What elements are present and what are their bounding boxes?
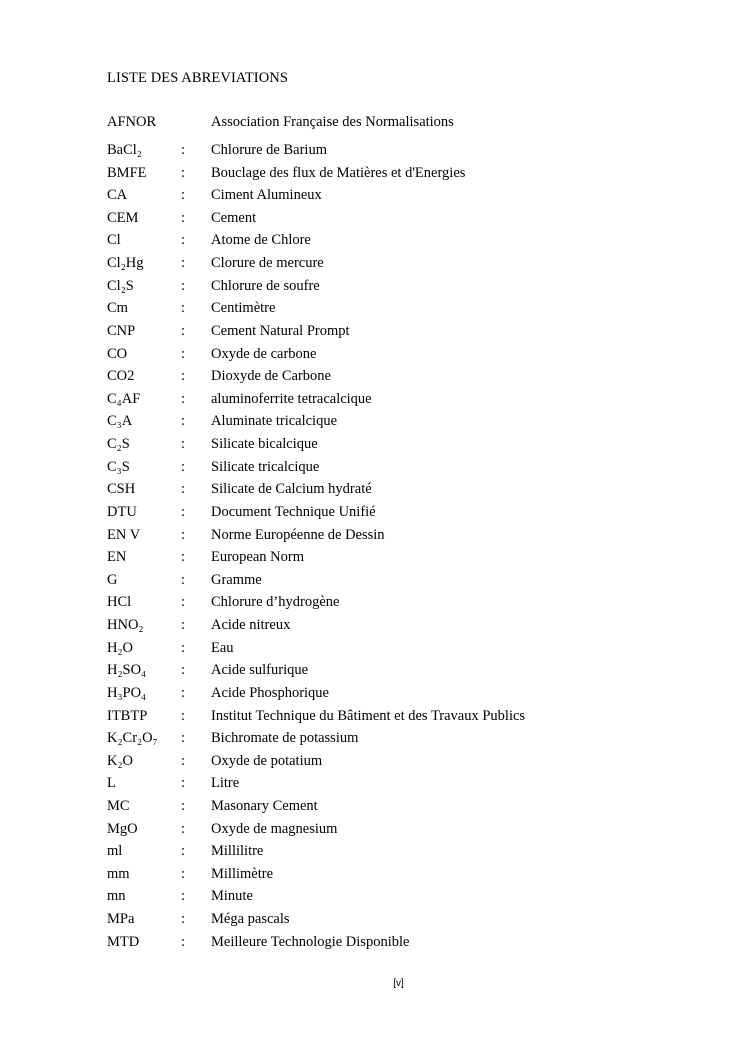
abbreviation-term: H₂SO₄	[107, 662, 147, 679]
abbreviation-term: Cl₂S	[107, 277, 134, 294]
abbreviation-row	[0, 527, 745, 549]
abbreviation-separator: :	[181, 639, 186, 656]
abbreviation-row	[0, 798, 745, 820]
abbreviation-meaning: Dioxyde de Carbone	[211, 368, 331, 385]
abbreviation-meaning: Silicate bicalcique	[211, 436, 318, 453]
abbreviation-separator: :	[181, 322, 186, 339]
abbreviation-term: C₃S	[107, 458, 130, 475]
abbreviation-meaning: Chlorure de Barium	[211, 142, 327, 158]
abbreviation-term: HCl	[107, 594, 132, 611]
abbreviation-row	[0, 934, 745, 956]
abbreviation-meaning: Eau	[211, 639, 234, 656]
abbreviation-separator: :	[181, 526, 186, 543]
abbreviation-term: MgO	[107, 820, 138, 837]
abbreviation-separator: :	[181, 345, 186, 362]
abbreviation-meaning: Méga pascals	[211, 911, 290, 928]
abbreviation-term: EN V	[107, 526, 141, 543]
abbreviation-meaning: aluminoferrite tetracalcique	[211, 390, 372, 407]
abbreviation-meaning: Meilleure Technologie Disponible	[211, 933, 410, 950]
abbreviation-row	[0, 640, 745, 662]
abbreviation-separator: :	[181, 368, 186, 385]
abbreviation-separator: :	[181, 775, 186, 792]
abbreviation-row	[0, 753, 745, 775]
abbreviation-row	[0, 391, 745, 413]
abbreviation-row	[0, 187, 745, 209]
abbreviation-meaning: Millimètre	[211, 865, 274, 882]
abbreviation-term: mn	[107, 888, 126, 905]
abbreviation-row	[0, 436, 745, 458]
abbreviation-row	[0, 662, 745, 684]
abbreviation-meaning: Litre	[211, 775, 240, 792]
abbreviation-meaning: Minute	[211, 888, 253, 905]
abbreviation-meaning: Institut Technique du Bâtiment et des Travaux Publics	[211, 707, 526, 724]
abbreviation-meaning: Bouclage des flux de Matières et d'Energies	[211, 164, 466, 181]
abbreviation-term: H₂O	[107, 639, 133, 656]
abbreviation-separator: :	[181, 571, 186, 588]
abbreviation-row	[0, 278, 745, 300]
abbreviation-row	[0, 114, 745, 136]
abbreviation-separator: :	[181, 503, 186, 520]
abbreviation-term: CEM	[107, 209, 139, 226]
abbreviation-separator: :	[181, 888, 186, 905]
abbreviation-separator: :	[181, 684, 186, 701]
abbreviation-meaning: European Norm	[211, 549, 305, 566]
abbreviation-meaning: Clorure de mercure	[211, 255, 324, 272]
abbreviation-separator: :	[181, 277, 186, 294]
abbreviation-separator: :	[181, 255, 186, 272]
abbreviation-separator: :	[181, 730, 186, 747]
abbreviation-separator: :	[181, 594, 186, 611]
abbreviation-meaning: Chlorure d’hydrogène	[211, 594, 340, 611]
abbreviation-meaning: Cement Natural Prompt	[211, 322, 350, 339]
abbreviation-separator: :	[181, 458, 186, 475]
abbreviation-term: Cl	[107, 232, 121, 249]
abbreviation-row	[0, 730, 745, 752]
abbreviation-term: CSH	[107, 481, 136, 498]
abbreviation-separator: :	[181, 820, 186, 837]
abbreviation-term: CA	[107, 187, 128, 204]
abbreviation-meaning: Millilitre	[211, 843, 264, 860]
abbreviation-term: C₃A	[107, 413, 133, 430]
abbreviation-separator: :	[181, 752, 186, 769]
abbreviation-term: G	[107, 571, 118, 588]
abbreviation-term: C₂S	[107, 436, 130, 453]
abbreviation-row	[0, 481, 745, 503]
abbreviation-separator: :	[181, 481, 186, 498]
abbreviation-separator: :	[181, 390, 186, 407]
abbreviation-meaning: Gramme	[211, 571, 262, 588]
abbreviation-term: BaCl₂	[107, 142, 142, 158]
abbreviation-meaning: Ciment Alumineux	[211, 187, 322, 204]
abbreviation-term: H₃PO₄	[107, 684, 147, 701]
abbreviation-separator: :	[181, 164, 186, 181]
abbreviation-meaning: Cement	[211, 209, 257, 226]
abbreviation-term: MC	[107, 797, 130, 814]
abbreviation-separator: :	[181, 707, 186, 724]
abbreviation-term: EN	[107, 549, 127, 566]
abbreviation-term: Cl₂Hg	[107, 255, 144, 272]
abbreviation-meaning: Oxyde de magnesium	[211, 820, 338, 837]
abbreviation-separator: :	[181, 413, 186, 430]
abbreviation-term: MTD	[107, 933, 140, 950]
abbreviation-meaning: Association Française des Normalisations	[211, 114, 454, 130]
abbreviation-row	[0, 300, 745, 322]
abbreviation-meaning: Document Technique Unifié	[211, 503, 376, 520]
abbreviation-row	[0, 866, 745, 888]
abbreviation-row	[0, 323, 745, 345]
abbreviation-row	[0, 232, 745, 254]
abbreviation-row	[0, 549, 745, 571]
page-number: [v]	[393, 978, 404, 989]
abbreviation-row	[0, 708, 745, 730]
abbreviation-row	[0, 821, 745, 843]
abbreviation-separator: :	[181, 865, 186, 882]
abbreviation-separator: :	[181, 549, 186, 566]
abbreviation-term: K₂O	[107, 752, 133, 769]
abbreviation-row	[0, 685, 745, 707]
abbreviation-meaning: Atome de Chlore	[211, 232, 311, 249]
abbreviation-term: C₄AF	[107, 390, 141, 407]
abbreviation-separator: :	[181, 436, 186, 453]
abbreviation-separator: :	[181, 142, 186, 158]
abbreviation-separator: :	[181, 300, 186, 317]
abbreviation-row	[0, 210, 745, 232]
abbreviation-meaning: Norme Européenne de Dessin	[211, 526, 385, 543]
abbreviation-term: ITBTP	[107, 707, 148, 724]
abbreviation-term: L	[107, 775, 116, 792]
abbreviation-row	[0, 504, 745, 526]
abbreviation-row	[0, 572, 745, 594]
abbreviation-term: MPa	[107, 911, 135, 928]
abbreviation-meaning: Masonary Cement	[211, 797, 318, 814]
abbreviation-meaning: Oxyde de carbone	[211, 345, 317, 362]
abbreviation-row	[0, 617, 745, 639]
abbreviation-term: AFNOR	[107, 114, 157, 130]
abbreviation-separator: :	[181, 911, 186, 928]
abbreviation-meaning: Aluminate tricalcique	[211, 413, 338, 430]
abbreviation-row	[0, 888, 745, 910]
abbreviation-term: DTU	[107, 503, 137, 520]
abbreviation-separator: :	[181, 617, 186, 634]
abbreviation-row	[0, 459, 745, 481]
abbreviation-term: ml	[107, 843, 123, 860]
abbreviation-meaning: Oxyde de potatium	[211, 752, 323, 769]
page-title: LISTE DES ABREVIATIONS	[107, 70, 289, 86]
abbreviation-term: HNO₂	[107, 617, 144, 634]
abbreviation-term: CO2	[107, 368, 135, 385]
abbreviation-row	[0, 346, 745, 368]
abbreviation-meaning: Silicate tricalcique	[211, 458, 320, 475]
abbreviation-term: K₂Cr₂O₇	[107, 730, 158, 747]
abbreviation-separator: :	[181, 209, 186, 226]
abbreviation-row	[0, 843, 745, 865]
abbreviation-meaning: Centimètre	[211, 300, 276, 317]
abbreviation-separator: :	[181, 797, 186, 814]
abbreviation-row	[0, 165, 745, 187]
abbreviation-separator: :	[181, 662, 186, 679]
abbreviation-meaning: Bichromate de potassium	[211, 730, 359, 747]
abbreviation-meaning: Acide Phosphorique	[211, 684, 329, 701]
abbreviation-separator: :	[181, 843, 186, 860]
abbreviation-row	[0, 368, 745, 390]
abbreviation-row	[0, 911, 745, 933]
abbreviation-term: Cm	[107, 300, 128, 317]
abbreviation-row	[0, 594, 745, 616]
abbreviation-meaning: Acide sulfurique	[211, 662, 309, 679]
abbreviation-meaning: Chlorure de soufre	[211, 277, 320, 294]
abbreviation-separator: :	[181, 187, 186, 204]
abbreviation-term: mm	[107, 865, 130, 882]
abbreviation-row	[0, 142, 745, 164]
abbreviation-term: BMFE	[107, 164, 147, 181]
abbreviation-row	[0, 775, 745, 797]
abbreviation-row	[0, 413, 745, 435]
abbreviation-separator: :	[181, 933, 186, 950]
abbreviation-term: CNP	[107, 322, 136, 339]
abbreviation-meaning: Acide nitreux	[211, 617, 291, 634]
abbreviation-row	[0, 255, 745, 277]
abbreviation-meaning: Silicate de Calcium hydraté	[211, 481, 372, 498]
abbreviation-separator: :	[181, 232, 186, 249]
abbreviation-term: CO	[107, 345, 128, 362]
